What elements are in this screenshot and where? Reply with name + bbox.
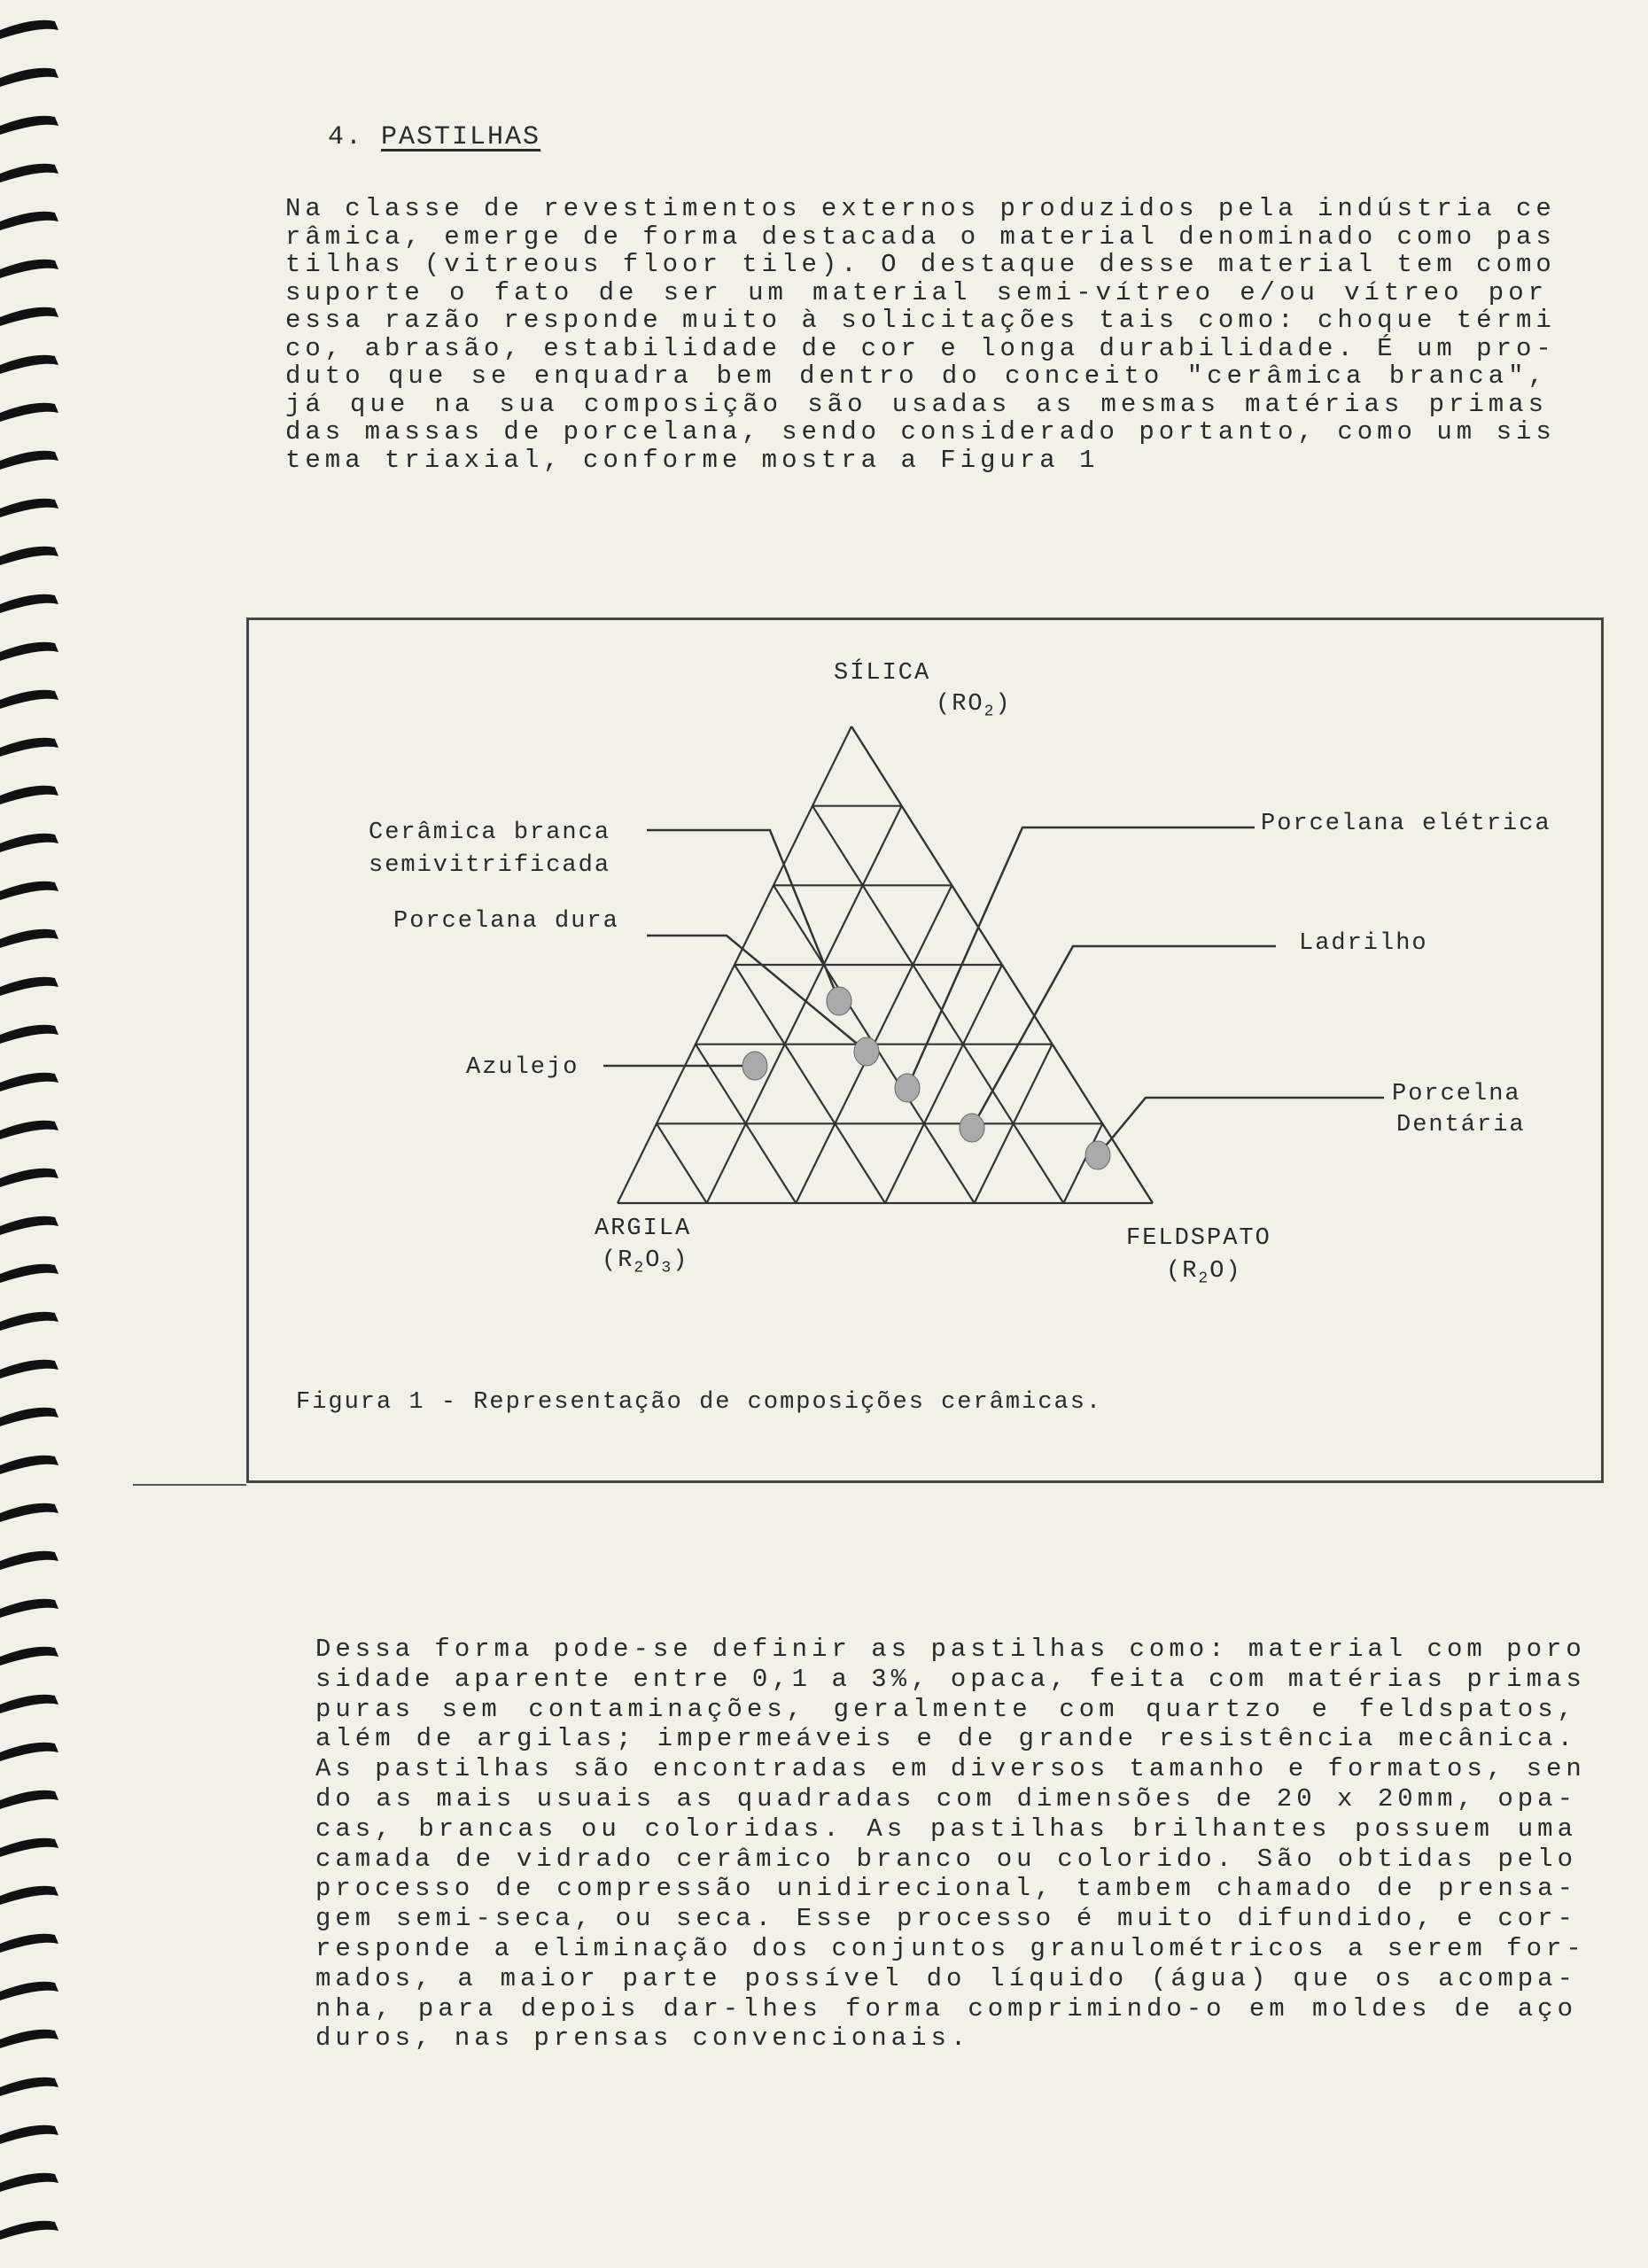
- spiral-ring: [0, 2173, 58, 2192]
- spiral-ring: [0, 307, 58, 326]
- text-line: mados, a maior parte possível do líquido (água) que os acompa-: [315, 1963, 1577, 1993]
- leader-line: [907, 827, 1255, 1088]
- text-line: As pastilhas são encontradas em diversos tamanho e formatos, sen: [315, 1754, 1586, 1784]
- text-line: camada de vidrado cerâmico branco ou colorido. São obtidas pelo: [315, 1844, 1577, 1874]
- spiral-ring: [0, 1934, 58, 1953]
- spiral-ring: [0, 1360, 58, 1379]
- label-ceramica-branca: Cerâmica branca: [369, 819, 611, 846]
- spiral-ring: [0, 1886, 58, 1905]
- spiral-ring: [0, 1982, 58, 2000]
- section-heading: [328, 122, 540, 152]
- label-semivitrificada: semivitrificada: [369, 852, 611, 879]
- vertex-argila-formula: $(R_2O_3)$: [602, 1247, 689, 1278]
- text-line: duto que se enquadra bem dentro do conceito "cerâmica branca",: [285, 361, 1548, 391]
- text-line: cas, brancas ou coloridas. As pastilhas brilhantes possuem uma: [315, 1814, 1577, 1844]
- spiral-ring: [0, 1695, 58, 1713]
- text-line: sidade aparente entre 0,1 a 3%, opaca, feita com matérias primas: [315, 1664, 1586, 1694]
- spiral-ring: [0, 738, 58, 757]
- text-line: nha, para depois dar-lhes forma comprimindo-o em moldes de aço: [315, 1993, 1577, 2023]
- text-line: gem semi-seca, ou seca. Esse processo é muito difundido, e cor-: [315, 1904, 1577, 1934]
- spiral-ring: [0, 212, 58, 230]
- text-line: Na classe de revestimentos externos produzidos pela indústria ce: [285, 194, 1556, 223]
- composition-point: [742, 1052, 767, 1080]
- text-line: tema triaxial, conforme mostra a Figura 1: [285, 445, 1100, 475]
- grid-line: [657, 1123, 707, 1203]
- spiral-ring: [0, 786, 58, 804]
- spiral-ring: [0, 1312, 58, 1331]
- vertex-silica-label: SÍLICA: [834, 660, 931, 687]
- spiral-ring: [0, 594, 58, 613]
- spiral-ring: [0, 1073, 58, 1091]
- composition-point: [854, 1037, 879, 1066]
- text-line: duros, nas prensas convencionais.: [315, 2023, 971, 2054]
- spiral-ring: [0, 882, 58, 900]
- figure-triaxial-diagram: [246, 617, 1604, 1483]
- leader-line: [647, 830, 839, 1001]
- spiral-ring: [0, 1838, 58, 1857]
- text-line: além de argilas; impermeáveis e de grande resistência mecânica.: [315, 1724, 1577, 1754]
- spiral-ring: [0, 1216, 58, 1235]
- composition-point: [960, 1114, 984, 1142]
- spiral-ring: [0, 20, 58, 39]
- spiral-ring: [0, 260, 58, 278]
- text-line: essa razão responde muito à solicitações tais como: choque térmi: [285, 306, 1556, 335]
- spiral-ring: [0, 2125, 58, 2144]
- spiral-ring: [0, 1503, 58, 1522]
- spiral-ring: [0, 2030, 58, 2048]
- text-line: processo de compressão unidirecional, tambem chamado de prensa-: [315, 1874, 1577, 1904]
- text-line: tilhas (vitreous floor tile). O destaque desse material tem como: [285, 250, 1556, 279]
- composition-point: [895, 1074, 920, 1102]
- spiral-ring: [0, 1264, 58, 1283]
- label-dentaria: Dentária: [1396, 1112, 1526, 1138]
- spiral-ring: [0, 451, 58, 470]
- text-line: do as mais usuais as quadradas com dimensões de 20 x 20mm, opa-: [315, 1783, 1577, 1814]
- vertex-silica-formula: $(RO_2)$: [936, 691, 1012, 721]
- spiral-ring: [0, 403, 58, 422]
- paragraph-definition: [315, 1635, 1586, 2054]
- spiral-ring: [0, 499, 58, 517]
- paragraph-intro: [285, 194, 1556, 475]
- leader-line: [1098, 1098, 1384, 1155]
- vertex-feldspato-formula: $(R_2O)$: [1166, 1258, 1242, 1288]
- label-porcelana-eletrica: Porcelana elétrica: [1261, 811, 1551, 837]
- spiral-ring: [0, 1599, 58, 1618]
- spiral-ring: [0, 1025, 58, 1044]
- spiral-ring: [0, 68, 58, 87]
- label-azulejo: Azulejo: [466, 1054, 579, 1081]
- spiral-ring: [0, 2078, 58, 2096]
- spiral-ring: [0, 834, 58, 852]
- spiral-ring: [0, 690, 58, 709]
- spiral-ring: [0, 1456, 58, 1474]
- spiral-ring: [0, 164, 58, 183]
- label-porcelana-dura: Porcelana dura: [393, 908, 619, 935]
- section-title: PASTILHAS: [381, 122, 541, 152]
- text-line: Dessa forma pode-se definir as pastilhas como: material com poro: [315, 1635, 1586, 1664]
- section-number: 4.: [328, 122, 364, 152]
- leader-line: [972, 946, 1276, 1128]
- text-line: das massas de porcelana, sendo considerado portanto, como um sis: [285, 417, 1556, 447]
- spiral-ring: [0, 1551, 58, 1570]
- spiral-ring: [0, 355, 58, 374]
- text-line: já que na sua composição são usadas as mesmas matérias primas: [285, 389, 1548, 419]
- text-line: suporte o fato de ser um material semi-vítreo e/ou vítreo por: [285, 277, 1548, 307]
- spiral-ring: [0, 1743, 58, 1761]
- grid-line: [707, 806, 902, 1203]
- text-line: co, abrasão, estabilidade de cor e longa durabilidade. É um pro-: [285, 333, 1556, 363]
- grid-line: [735, 965, 885, 1203]
- figure-caption: Figura 1 - Representação de composições cerâmicas.: [296, 1389, 1103, 1416]
- text-line: puras sem contaminações, geralmente com quartzo e feldspatos,: [315, 1694, 1577, 1724]
- text-line: râmica, emerge de forma destacada o material denominado como pas: [285, 221, 1556, 252]
- spiral-ring: [0, 2221, 58, 2240]
- spiral-ring: [0, 977, 58, 996]
- spiral-ring: [0, 116, 58, 135]
- triaxial-diagram: [249, 620, 1606, 1486]
- label-porcelana-dentaria: Porcelna: [1392, 1081, 1521, 1107]
- vertex-argila-label: ARGILA: [595, 1216, 692, 1242]
- spiral-ring: [0, 642, 58, 661]
- composition-point: [827, 987, 851, 1015]
- spiral-ring: [0, 1121, 58, 1139]
- spiral-ring: [0, 1647, 58, 1666]
- composition-point: [1085, 1141, 1110, 1169]
- spiral-ring: [0, 547, 58, 565]
- spiral-ring: [0, 929, 58, 948]
- vertex-feldspato-label: FELDSPATO: [1126, 1225, 1271, 1252]
- spiral-binding: [0, 0, 71, 2268]
- spiral-ring: [0, 1169, 58, 1187]
- text-line: responde a eliminação dos conjuntos granulométricos a serem for-: [315, 1933, 1586, 1963]
- spiral-ring: [0, 1790, 58, 1809]
- label-ladrilho: Ladrilho: [1299, 930, 1428, 957]
- divider: [133, 1484, 246, 1486]
- spiral-ring: [0, 1408, 58, 1426]
